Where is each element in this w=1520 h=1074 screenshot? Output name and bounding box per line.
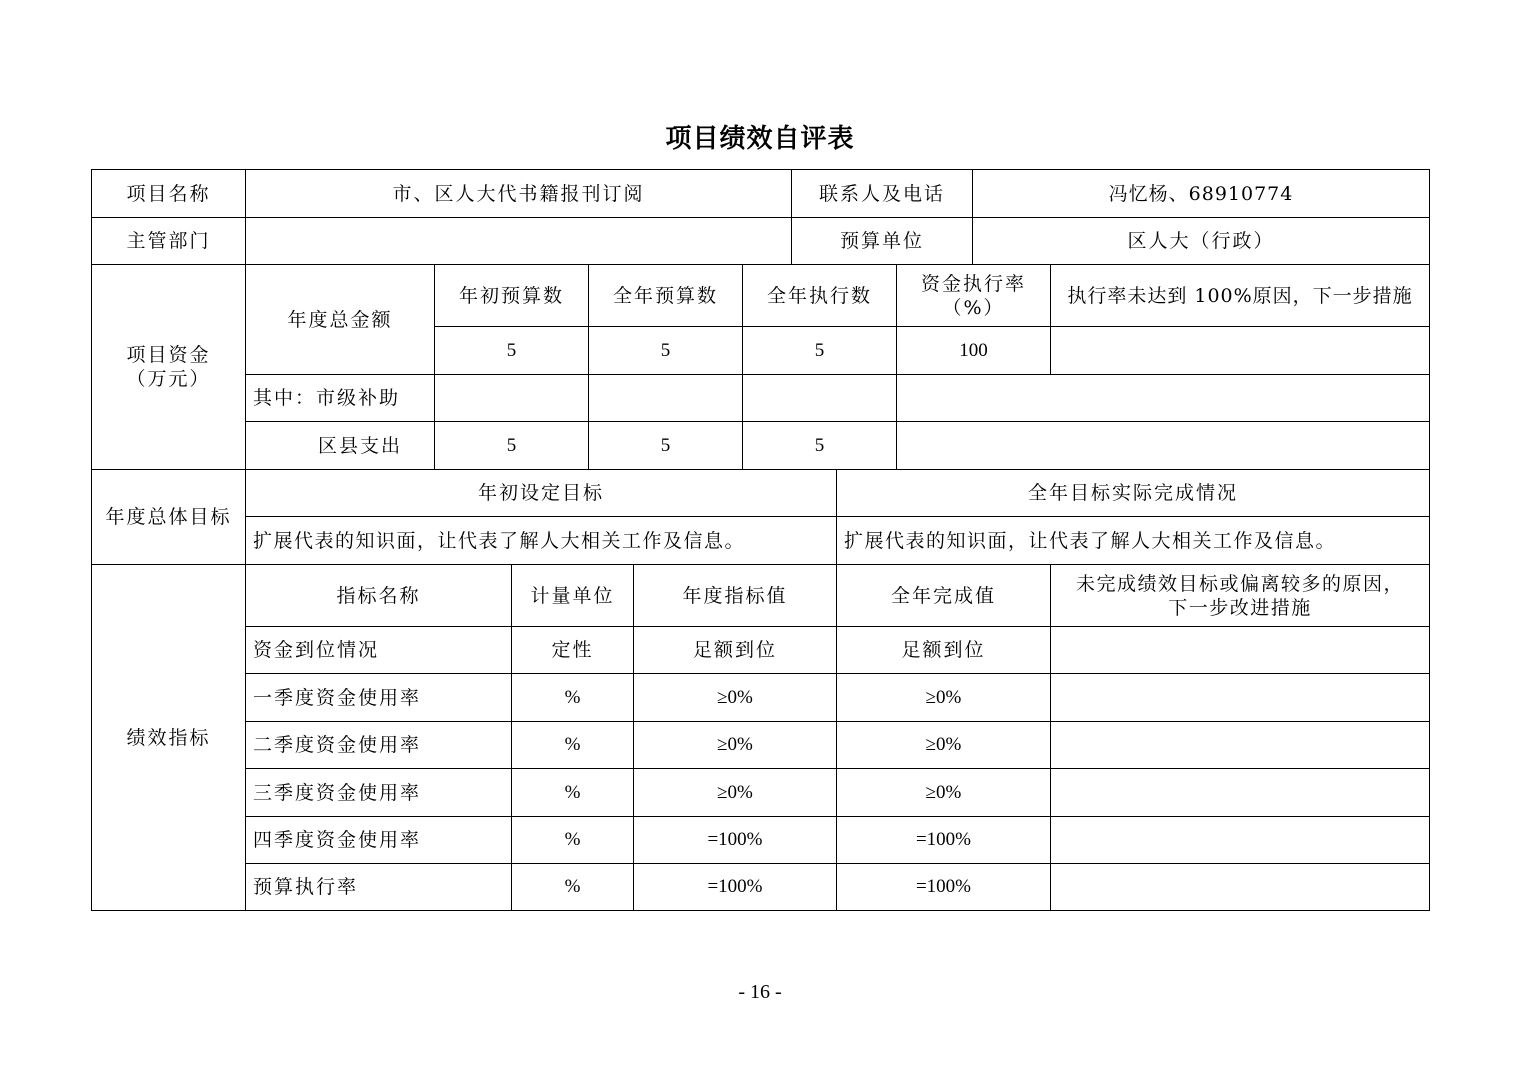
total-annual-budget: 5	[660, 339, 671, 361]
indicator-target: ≥0%	[717, 734, 753, 755]
county-initial-budget: 5	[506, 434, 517, 456]
indicator-name: 二季度资金使用率	[253, 734, 422, 756]
city-initial-budget	[435, 375, 588, 421]
indicator-actual: ≥0%	[925, 734, 962, 755]
header-initial-budget: 年初预算数	[458, 284, 564, 307]
indicator-actual: =100%	[915, 829, 972, 850]
indicator-name: 预算执行率	[253, 876, 359, 898]
indicator-reason	[1051, 864, 1429, 910]
header-execution-rate: 资金执行率 （%）	[920, 272, 1026, 319]
indicator-reason	[1051, 674, 1429, 721]
contact-label: 联系人及电话	[818, 182, 945, 205]
city-annual-budget	[589, 375, 742, 421]
indicator-actual: ≥0%	[925, 686, 962, 708]
indicator-reason	[1051, 769, 1429, 816]
goal-set-header: 年初设定目标	[477, 482, 604, 504]
dept-value	[246, 218, 791, 264]
indicator-name-header: 指标名称	[336, 584, 421, 607]
indicator-unit: %	[564, 734, 581, 755]
annual-total-label: 年度总金额	[287, 308, 393, 331]
indicator-reason	[1051, 722, 1429, 768]
indicator-reason	[1051, 817, 1429, 863]
indicator-unit: %	[564, 686, 581, 708]
contact-value: 冯忆杨、68910774	[1108, 182, 1294, 205]
indicator-name: 资金到位情况	[253, 639, 380, 661]
county-annual-budget: 5	[660, 434, 671, 456]
header-reason: 执行率未达到 100%原因，下一步措施	[1067, 284, 1413, 307]
goal-actual-header: 全年目标实际完成情况	[1027, 482, 1238, 504]
dept-label: 主管部门	[126, 230, 211, 252]
header-annual-budget: 全年预算数	[612, 284, 718, 307]
indicator-actual: ≥0%	[925, 781, 962, 803]
indicators-section-label: 绩效指标	[126, 726, 211, 749]
indicator-unit: %	[564, 876, 581, 897]
budget-unit-value: 区人大（行政）	[1127, 230, 1275, 252]
funds-section-label: 项目资金 （万元）	[126, 344, 211, 390]
county-expense-label: 区县支出	[317, 434, 402, 457]
indicator-unit-header: 计量单位	[530, 584, 615, 607]
county-annual-executed: 5	[814, 434, 825, 456]
indicator-actual-header: 全年完成值	[890, 584, 996, 607]
indicator-unit: %	[564, 829, 581, 850]
project-name-value: 市、区人大代书籍报刊订阅	[392, 182, 645, 205]
indicator-target: =100%	[707, 876, 763, 897]
header-annual-executed: 全年执行数	[766, 284, 872, 307]
total-annual-executed: 5	[814, 339, 825, 361]
project-name-label: 项目名称	[126, 182, 211, 205]
indicator-target-header: 年度指标值	[682, 584, 788, 607]
indicator-name: 三季度资金使用率	[253, 781, 422, 804]
indicator-name: 四季度资金使用率	[253, 829, 422, 851]
indicator-target: 足额到位	[692, 639, 777, 661]
city-subsidy-label: 其中：市级补助	[253, 387, 401, 409]
total-initial-budget: 5	[506, 339, 517, 361]
page-title: 项目绩效自评表	[665, 124, 855, 154]
indicator-target: ≥0%	[717, 781, 753, 803]
indicator-unit: %	[564, 781, 581, 803]
indicator-target: ≥0%	[717, 686, 753, 708]
budget-unit-label: 预算单位	[839, 230, 924, 252]
indicator-actual: 足额到位	[901, 639, 986, 661]
indicator-target: =100%	[707, 829, 763, 850]
indicator-name: 一季度资金使用率	[253, 686, 422, 709]
goals-section-label: 年度总体目标	[105, 506, 232, 528]
indicator-reason	[1051, 627, 1429, 673]
indicator-actual: =100%	[915, 876, 972, 897]
total-reason	[1051, 327, 1429, 374]
indicator-unit: 定性	[551, 639, 594, 661]
total-execution-rate: 100	[959, 339, 988, 361]
city-annual-executed	[743, 375, 896, 421]
goal-actual-text: 扩展代表的知识面，让代表了解人大相关工作及信息。	[844, 529, 1337, 552]
page-number: - 16 -	[738, 981, 782, 1003]
indicator-reason-header: 未完成绩效目标或偏离较多的原因， 下一步改进措施	[1075, 572, 1404, 619]
goal-set-text: 扩展代表的知识面，让代表了解人大相关工作及信息。	[253, 529, 746, 552]
